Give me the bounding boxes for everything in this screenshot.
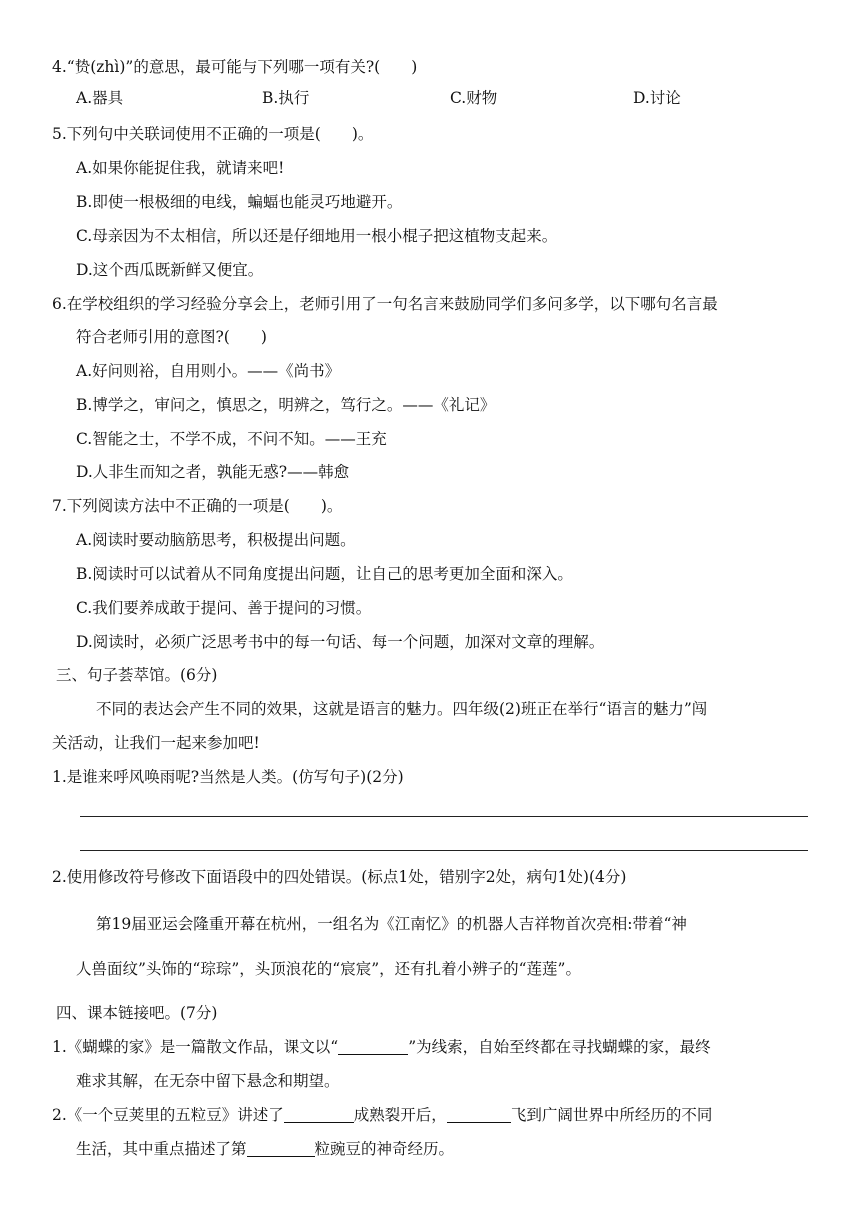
question-7-option-d[interactable]: D.阅读时，必须广泛思考书中的每一句话、每一个问题，加深对文章的理解。	[76, 633, 605, 651]
question-4-option-d[interactable]: D.讨论	[633, 89, 681, 107]
section-4-item-2-line2-text-b: 粒豌豆的神奇经历。	[314, 1140, 455, 1158]
section-3-item-2: 2.使用修改符号修改下面语段中的四处错误。(标点1处，错别字2处，病句1处)(4分)	[52, 868, 627, 886]
question-4-option-c[interactable]: C.财物	[450, 89, 498, 107]
section-4-item-2	[52, 1105, 712, 1125]
question-7-stem: 7.下列阅读方法中不正确的一项是( )。	[52, 497, 343, 515]
answer-line-2[interactable]	[80, 850, 808, 851]
fill-blank-1[interactable]	[338, 1038, 408, 1055]
section-4-item-1-text-b: ”为线索，自始至终都在寻找蝴蝶的家，最终	[408, 1038, 711, 1056]
section-4-item-2-line2	[76, 1139, 454, 1159]
passage-line-2: 人兽面纹”头饰的“琮琮”，头顶浪花的“宸宸”，还有扎着小辨子的“莲莲”。	[76, 960, 581, 978]
question-6-option-a[interactable]: A.好问则裕，自用则小。——《尚书》	[76, 362, 341, 380]
question-5-stem: 5.下列句中关联词使用不正确的一项是( )。	[52, 125, 374, 143]
passage-line-1: 第19届亚运会隆重开幕在杭州，一组名为《江南忆》的机器人吉祥物首次亮相:带着“神	[96, 915, 687, 933]
question-7-option-a[interactable]: A.阅读时要动脑筋思考，积极提出问题。	[76, 531, 356, 549]
section-4-item-2-line2-text-a: 生活，其中重点描述了第	[76, 1140, 247, 1158]
question-6-option-c[interactable]: C.智能之士，不学不成，不问不知。——王充	[76, 430, 387, 448]
fill-blank-2[interactable]	[284, 1106, 354, 1123]
fill-blank-4[interactable]	[247, 1140, 315, 1157]
section-4-item-1-line2: 难求其解，在无奈中留下悬念和期望。	[76, 1072, 340, 1090]
question-7-option-c[interactable]: C.我们要养成敢于提问、善于提问的习惯。	[76, 599, 372, 617]
question-4-option-b[interactable]: B.执行	[262, 89, 310, 107]
question-5-option-b[interactable]: B.即使一根极细的电线，蝙蝠也能灵巧地避开。	[76, 193, 403, 211]
question-6-stem-line2: 符合老师引用的意图?( )	[76, 328, 267, 346]
question-5-option-a[interactable]: A.如果你能捉住我，就请来吧!	[76, 159, 285, 177]
fill-blank-3[interactable]	[447, 1106, 511, 1123]
section-3-intro-line1: 不同的表达会产生不同的效果，这就是语言的魅力。四年级(2)班正在举行“语言的魅力”闯	[96, 700, 708, 718]
question-6-option-d[interactable]: D.人非生而知之者，孰能无惑?——韩愈	[76, 463, 350, 481]
answer-line-1[interactable]	[80, 816, 808, 817]
section-3-item-1: 1.是谁来呼风唤雨呢?当然是人类。(仿写句子)(2分)	[52, 768, 404, 786]
section-4-title: 四、课本链接吧。(7分)	[56, 1004, 218, 1022]
question-4-options	[76, 88, 816, 110]
question-6-option-b[interactable]: B.博学之，审问之，慎思之，明辨之，笃行之。——《礼记》	[76, 396, 496, 414]
section-3-intro-line2: 关活动，让我们一起来参加吧!	[52, 734, 260, 752]
question-4-option-a[interactable]: A.器具	[76, 89, 124, 107]
section-4-item-2-text-b: 成熟裂开后，	[353, 1106, 447, 1124]
section-4-item-1	[52, 1037, 711, 1057]
section-4-item-2-text-c: 飞到广阔世界中所经历的不同	[510, 1106, 713, 1124]
section-4-item-1-text-a: 1.《蝴蝶的家》是一篇散文作品，课文以“	[52, 1038, 339, 1056]
question-5-option-d[interactable]: D.这个西瓜既新鲜又便宜。	[76, 261, 264, 279]
question-6-stem-line1: 6.在学校组织的学习经验分享会上，老师引用了一句名言来鼓励同学们多问多学，以下哪句名言最	[52, 295, 718, 313]
question-4-stem: 4.“贽(zhì)”的意思，最可能与下列哪一项有关?( )	[52, 58, 418, 76]
section-4-item-2-text-a: 2.《一个豆荚里的五粒豆》讲述了	[52, 1106, 284, 1124]
section-3-title: 三、句子荟萃馆。(6分)	[56, 666, 218, 684]
question-7-option-b[interactable]: B.阅读时可以试着从不同角度提出问题，让自己的思考更加全面和深入。	[76, 565, 573, 583]
question-5-option-c[interactable]: C.母亲因为不太相信，所以还是仔细地用一根小棍子把这植物支起来。	[76, 227, 558, 245]
